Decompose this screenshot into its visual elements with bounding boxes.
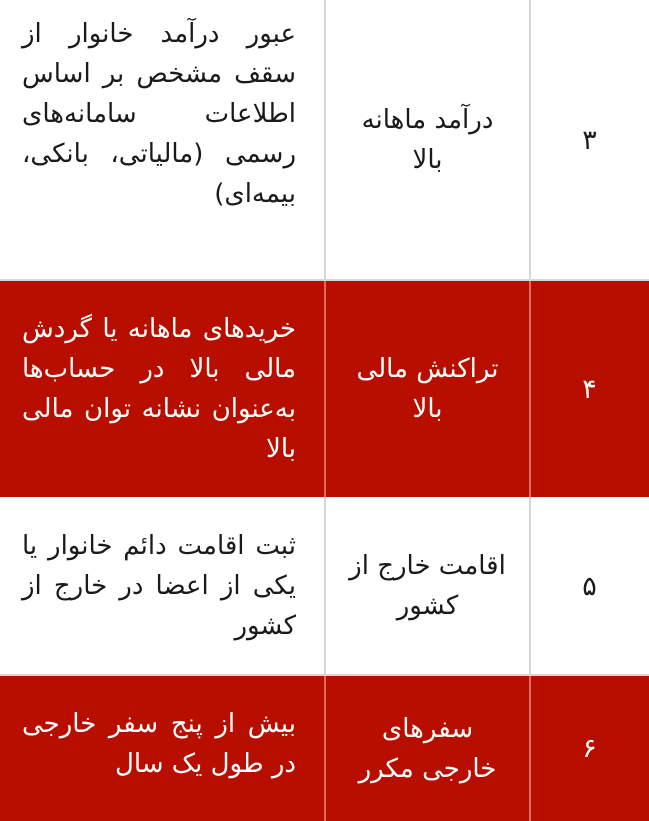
row-description: عبور درآمد خانوار از سقف مشخص بر اساس اطلاعات سامانه‌های رسمی (مالیاتی، بانکی، بیمه‌ای): [22, 19, 296, 209]
row-description: بیش از پنج سفر خارجی در طول یک سال: [22, 709, 296, 779]
column-divider: [324, 0, 326, 280]
row-title: تراکنش مالی بالا: [356, 354, 499, 424]
column-divider: [324, 281, 326, 497]
row-number: ۳: [582, 124, 597, 156]
table-row: [0, 0, 649, 280]
table-row: [0, 281, 649, 497]
column-divider: [324, 676, 326, 821]
row-title: سفرهای خارجی مکرر: [358, 713, 497, 784]
row-title: درآمد ماهانه بالا: [361, 105, 494, 175]
column-divider: [529, 281, 531, 497]
column-divider: [529, 676, 531, 821]
row-number: ۵: [582, 570, 597, 602]
row-description: ثبت اقامت دائم خانوار یا یکی از اعضا در خارج از کشور: [22, 531, 296, 641]
row-number: ۴: [582, 373, 597, 405]
column-divider: [529, 497, 531, 675]
column-divider: [324, 497, 326, 675]
column-divider: [529, 0, 531, 280]
row-description: خریدهای ماهانه یا گردش مالی بالا در حساب‌ها به‌عنوان نشانه توان مالی بالا: [22, 314, 296, 464]
row-number: ۶: [582, 733, 597, 764]
table-row: [0, 676, 649, 821]
table-row: [0, 497, 649, 675]
row-title: اقامت خارج از کشور: [349, 551, 506, 621]
